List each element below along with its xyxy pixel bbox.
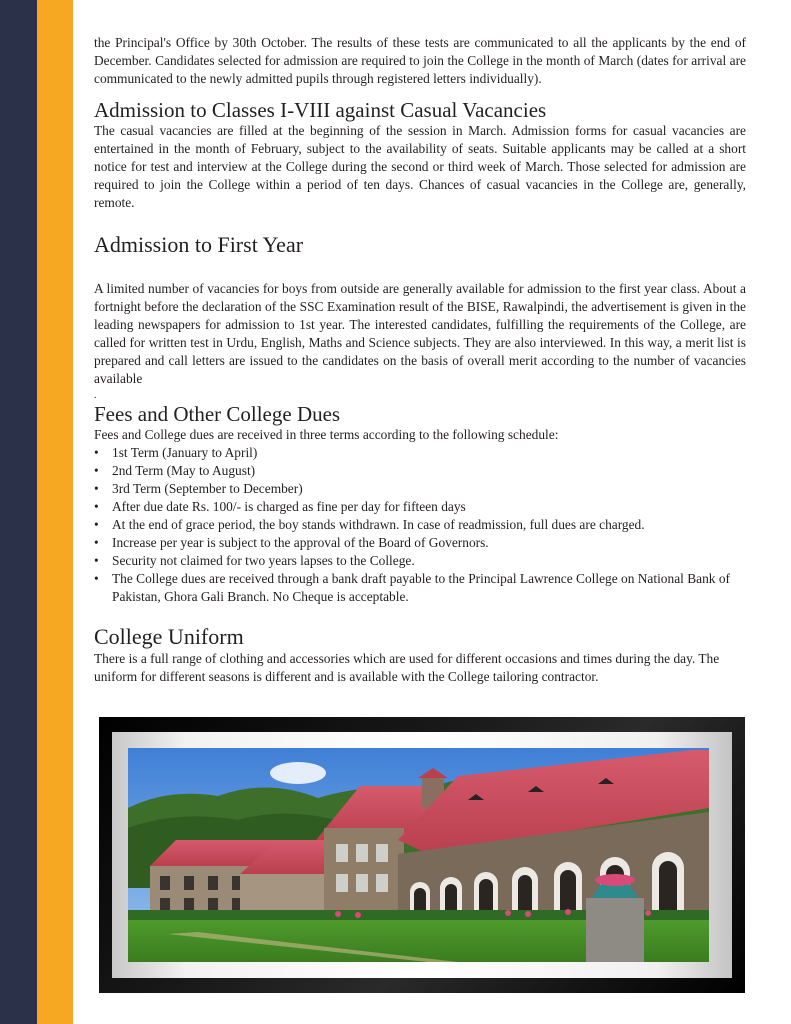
list-item: • 2nd Term (May to August)	[94, 463, 256, 478]
bullet: •	[94, 481, 99, 496]
bullet: •	[94, 535, 99, 550]
list-item: • Security not claimed for two years lapses to the College.	[94, 553, 415, 568]
list-item: • After due date Rs. 100/- is charged as fine per day for fifteen days	[94, 499, 466, 514]
list-item: • 3rd Term (September to December)	[94, 481, 303, 496]
list-item: • At the end of grace period, the boy stands withdrawn. In case of readmission, full dues are charged.	[94, 517, 645, 532]
cloud	[270, 762, 326, 784]
bullet: •	[94, 553, 99, 568]
stone-pedestal	[586, 898, 644, 962]
bullet: •	[94, 463, 99, 478]
list-item: • The College dues are received through a bank draft payable to the Principal Lawrence College on National Bank of Pakistan, Ghora Gali Branch. No Cheque is acceptable.	[94, 571, 730, 604]
list-item: • 1st Term (January to April)	[94, 445, 258, 460]
uniform-heading: College Uniform	[94, 624, 244, 649]
first-year-paragraph: A limited number of vacancies for boys from outside are generally available for admission to the first year class. About a fortnight before the declaration of the SSC Examination result of the BISE, Rawalpindi, the advertisement is given in the leading newspapers for admission to 1st year. The interested candidates, fulfilling the requirements of the College, are called for written test in Urdu, English, Maths and Science subjects. They are also interviewed. In this way, a merit list is prepared and call letters are issued to the candidates on the basis of overall merit according to the number of vacancies available	[94, 281, 746, 386]
casual-vacancies-paragraph: The casual vacancies are filled at the beginning of the session in March. Admission forms for casual vacancies are entertained in the month of February, subject to the availability of seats. Suitable applicants may be called at a short notice for test and interview at the College during the second or third week of March. Those selected for admission are required to join the College within a period of ten days. Chances of casual vacancies in the College are, generally, remote.	[94, 123, 746, 210]
stray-dot: .	[94, 390, 97, 401]
bullet: •	[94, 445, 99, 460]
mid-wing-wall	[240, 874, 330, 916]
intro-paragraph: the Principal's Office by 30th October. The results of these tests are communicated to all the applicants by the end of December. Candidates selected for admission are required to join the College in the month of March (dates for arrival are communicated to the newly admitted pupils through registered letters individually).	[94, 35, 746, 86]
uniform-paragraph: There is a full range of clothing and accessories which are used for different occasions and times during the day. The uniform for different seasons is different and is available with the College tailoring contractor.	[94, 651, 720, 684]
urn-flowers	[595, 874, 635, 886]
navy-margin-stripe	[0, 0, 37, 1024]
casual-vacancies-heading: Admission to Classes I-VIII against Casual Vacancies	[94, 98, 547, 122]
fees-heading: Fees and Other College Dues	[94, 402, 341, 426]
gold-margin-stripe	[37, 0, 73, 1024]
fees-list	[94, 444, 746, 606]
central-block-wall	[324, 828, 404, 918]
college-building-photo	[128, 748, 709, 962]
college-building-illustration	[128, 748, 709, 962]
page-content	[94, 34, 746, 686]
fees-intro: Fees and College dues are received in three terms according to the following schedule:	[94, 427, 559, 442]
bullet: •	[94, 499, 99, 514]
bullet: •	[94, 571, 99, 586]
first-year-heading: Admission to First Year	[94, 232, 304, 257]
list-item: • Increase per year is subject to the approval of the Board of Governors.	[94, 535, 489, 550]
bullet: •	[94, 517, 99, 532]
